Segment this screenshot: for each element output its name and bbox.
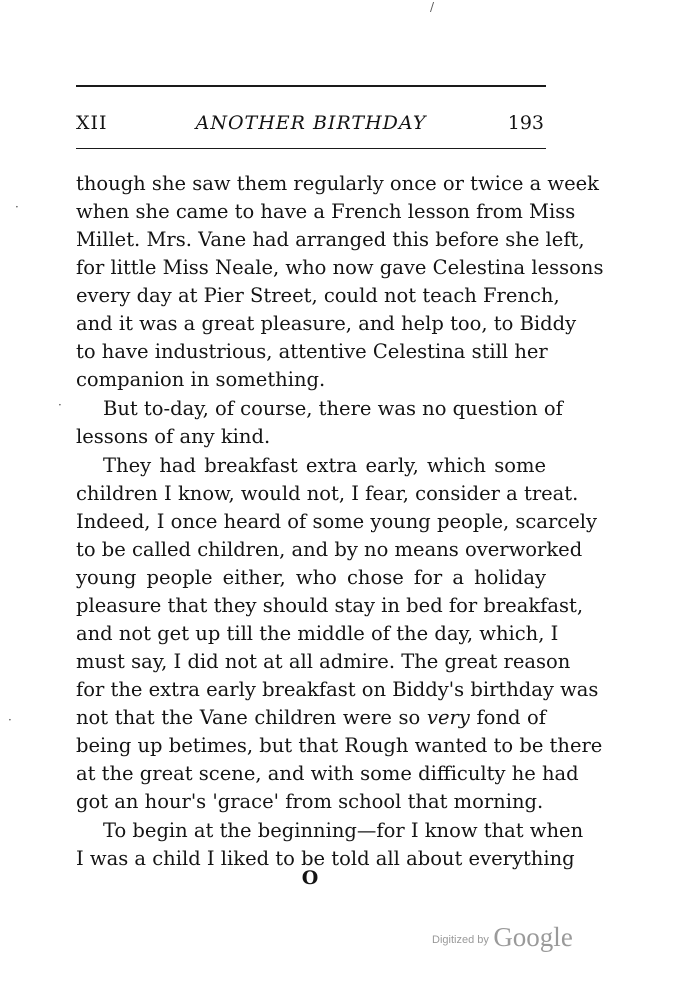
text-line: pleasure that they should stay in bed for breakfast, [76,594,584,617]
text-line: for little Miss Neale, who now gave Celestina lessons [76,256,604,279]
text-line: though she saw them regularly once or twice a week [76,172,599,195]
text-line: for the extra early breakfast on Biddy's birthday was [76,678,599,701]
text-line: companion in something. [76,368,326,391]
margin-speck: / [430,0,435,14]
header-rule-bottom [76,148,546,149]
text-line: children I know, would not, I fear, consider a treat. [76,482,579,505]
text-line-content: not that the Vane children were so very fond of [76,706,547,729]
margin-speck: · [15,200,19,214]
text-line: But to-day, of course, there was no question of [103,397,563,420]
text-line: They had breakfast extra early, which some [103,454,546,477]
google-watermark [432,922,573,953]
text-line: Indeed, I once heard of some young people, scarcely [76,510,597,533]
header-rule-top [76,85,546,87]
emphasis-word: very [426,706,470,729]
text-line: and it was a great pleasure, and help too, to Biddy [76,312,577,335]
page-number: 193 [507,112,544,134]
text-line: young people either, who chose for a holiday [76,566,546,589]
text-line: every day at Pier Street, could not teach French, [76,284,560,307]
page-header [76,112,546,138]
signature-mark: O [301,867,319,889]
text-line: to be called children, and by no means overworked [76,538,583,561]
margin-speck: · [8,713,12,727]
margin-speck: · [58,398,62,412]
text-line: I was a child I liked to be told all about everything [76,847,575,870]
text-line: at the great scene, and with some difficulty he had [76,762,579,785]
text-line: and not get up till the middle of the day, which, I [76,622,559,645]
text-line: being up betimes, but that Rough wanted to be there [76,734,603,757]
text-line: Millet. Mrs. Vane had arranged this before she left, [76,228,585,251]
text-line: when she came to have a French lesson from Miss [76,200,576,223]
text-line: got an hour's 'grace' from school that morning. [76,790,544,813]
text-line: lessons of any kind. [76,425,271,448]
chapter-number: XII [76,112,108,134]
watermark-prefix: Digitized by [432,934,489,946]
text-line: to have industrious, attentive Celestina still her [76,340,548,363]
text-line [76,704,546,732]
google-logo: Google [493,922,573,952]
running-title: ANOTHER BIRTHDAY [195,112,427,134]
text-line: To begin at the beginning—for I know that when [103,819,584,842]
text-line: must say, I did not at all admire. The great reason [76,650,571,673]
